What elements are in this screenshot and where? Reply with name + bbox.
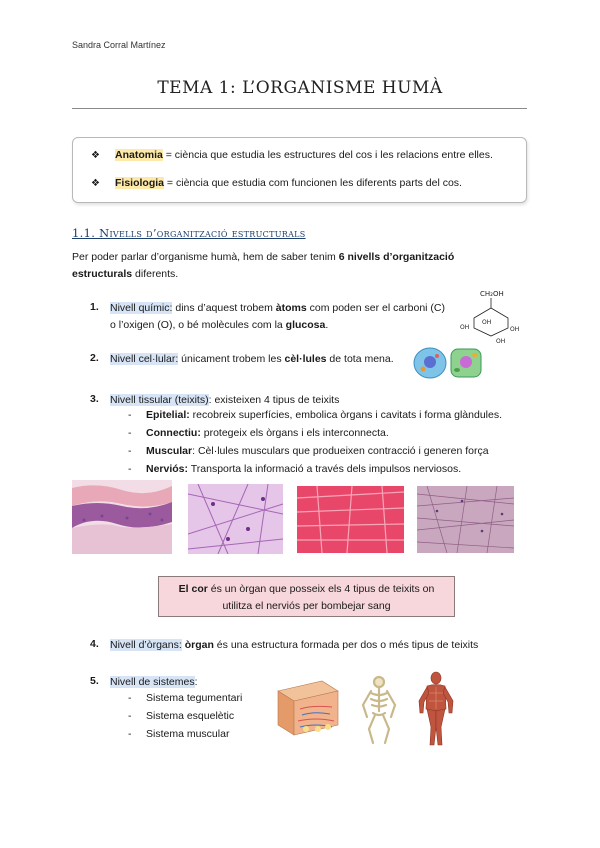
tissue-name: Connectiu: (146, 427, 201, 439)
level-number: 3. (90, 393, 99, 405)
callout-bold: El cor (178, 583, 208, 595)
nervous-tissue-image (417, 486, 514, 553)
level-text: : existeixen 4 tipus de teixits (208, 394, 340, 406)
definitions-box (72, 137, 527, 203)
level-number: 1. (90, 301, 99, 313)
term-fisiologia: Fisiologia (115, 177, 165, 189)
muscular-tissue-image (297, 486, 404, 553)
diamond-bullet-icon: ❖ (91, 178, 100, 189)
intro-end: diferents. (132, 268, 179, 280)
skin-section-image (272, 677, 342, 739)
definition-fisiologia (91, 177, 462, 189)
tissue-desc: protegeix els òrgans i els interconnecta. (200, 427, 389, 439)
definition-text: = ciència que estudia les estructures del cos i les relacions entre elles. (162, 149, 493, 161)
level-text: : (194, 676, 198, 688)
cell-illustrations (413, 346, 483, 380)
tissue-name: Muscular (146, 445, 193, 457)
level-systems (110, 674, 198, 691)
level-bold: cèl·lules (284, 353, 327, 365)
level-organs (110, 637, 478, 654)
system-item: - Sistema muscular (128, 728, 230, 740)
tissue-desc: recobreix superfícies, embolica òrgans i cavitats i forma glàndules. (189, 409, 502, 421)
level-text: . (325, 319, 329, 331)
author-name: Sandra Corral Martínez (72, 40, 166, 50)
glucose-oh-label: OH (510, 326, 520, 333)
level-tissular (110, 392, 339, 409)
tissue-item: - Nerviós: Transporta la informació a través dels impulsos nerviosos. (128, 463, 462, 475)
level-text: com poden ser el carboni (C) (306, 302, 445, 314)
tissue-name: Epitelial: (146, 409, 190, 421)
glucose-molecule-diagram (458, 288, 524, 344)
epithelial-tissue-image (72, 480, 172, 554)
definition-text: = ciència que estudia com funcionen les diferents parts del cos. (164, 177, 462, 189)
intro-bold: 6 nivells d’organització estructurals (72, 251, 455, 280)
system-name: Sistema esquelètic (146, 710, 235, 722)
section-title: 1.1. Nivells d’organització estructurals (72, 226, 306, 240)
level-cellular (110, 351, 394, 368)
tissue-item: - Epitelial: recobreix superfícies, embolica òrgans i cavitats i forma glàndules. (128, 409, 502, 421)
glucose-oh-label: OH (460, 324, 470, 331)
glucose-oh-label: OH (496, 338, 506, 344)
level-text: dins d’aquest trobem (172, 302, 276, 314)
term-anatomia: Anatomia (115, 149, 163, 161)
tissue-desc: : Cèl·lules musculars que produeixen contracció i generen força (192, 445, 489, 457)
intro-paragraph (72, 249, 492, 283)
tissue-item: - Muscular: Cèl·lules musculars que produeixen contracció i generen força (128, 445, 489, 457)
level-text: o l’oxigen (O), o bé molècules com la (110, 319, 286, 331)
level-label: Nivell cel·lular: (110, 353, 179, 365)
level-number: 2. (90, 352, 99, 364)
connective-tissue-image (188, 484, 283, 554)
tissue-item: - Connectiu: protegeix els òrgans i els interconnecta. (128, 427, 389, 439)
glucose-ch2oh-label: CH₂OH (480, 290, 504, 298)
callout-line2: utilitza el nerviós per bombejar sang (222, 600, 391, 612)
level-bold: glucosa (285, 319, 326, 331)
glucose-oh-label: OH (482, 319, 492, 326)
tissue-desc: Transporta la informació a través dels impulsos nerviosos. (188, 463, 462, 475)
callout-text: és un òrgan que posseix els 4 tipus de teixits on (207, 583, 435, 595)
level-label: Nivell de sistemes (110, 676, 195, 688)
skeleton-image (357, 675, 402, 745)
title-divider (72, 108, 527, 109)
tissue-name: Nerviós: (146, 463, 189, 475)
system-item: - Sistema esquelètic (128, 710, 235, 722)
level-text: únicament trobem les (178, 353, 285, 365)
level-quimic-line2 (110, 317, 328, 334)
level-bold: àtoms (275, 302, 307, 314)
level-bold: òrgan (184, 639, 214, 651)
level-label: Nivell químic: (110, 302, 173, 314)
level-text: és una estructura formada per dos o més tipus de teixits (213, 639, 479, 651)
system-name: Sistema muscular (146, 728, 230, 740)
page-title: TEMA 1: L’ORGANISME HUMÀ (157, 78, 443, 98)
level-text: de tota mena. (326, 353, 394, 365)
system-item: - Sistema tegumentari (128, 692, 243, 704)
muscular-system-image (415, 671, 457, 747)
system-name: Sistema tegumentari (146, 692, 243, 704)
level-quimic-line1 (110, 300, 445, 317)
level-label: Nivell d’òrgans: (110, 639, 182, 651)
definition-anatomia (91, 149, 493, 161)
diamond-bullet-icon: ❖ (91, 150, 100, 161)
heart-callout-box (158, 576, 455, 617)
callout-line1 (159, 581, 454, 598)
level-number: 4. (90, 638, 99, 650)
level-number: 5. (90, 675, 99, 687)
level-label: Nivell tissular (teixits) (110, 394, 209, 406)
intro-text: Per poder parlar d’organisme humà, hem de saber tenim (72, 251, 339, 263)
